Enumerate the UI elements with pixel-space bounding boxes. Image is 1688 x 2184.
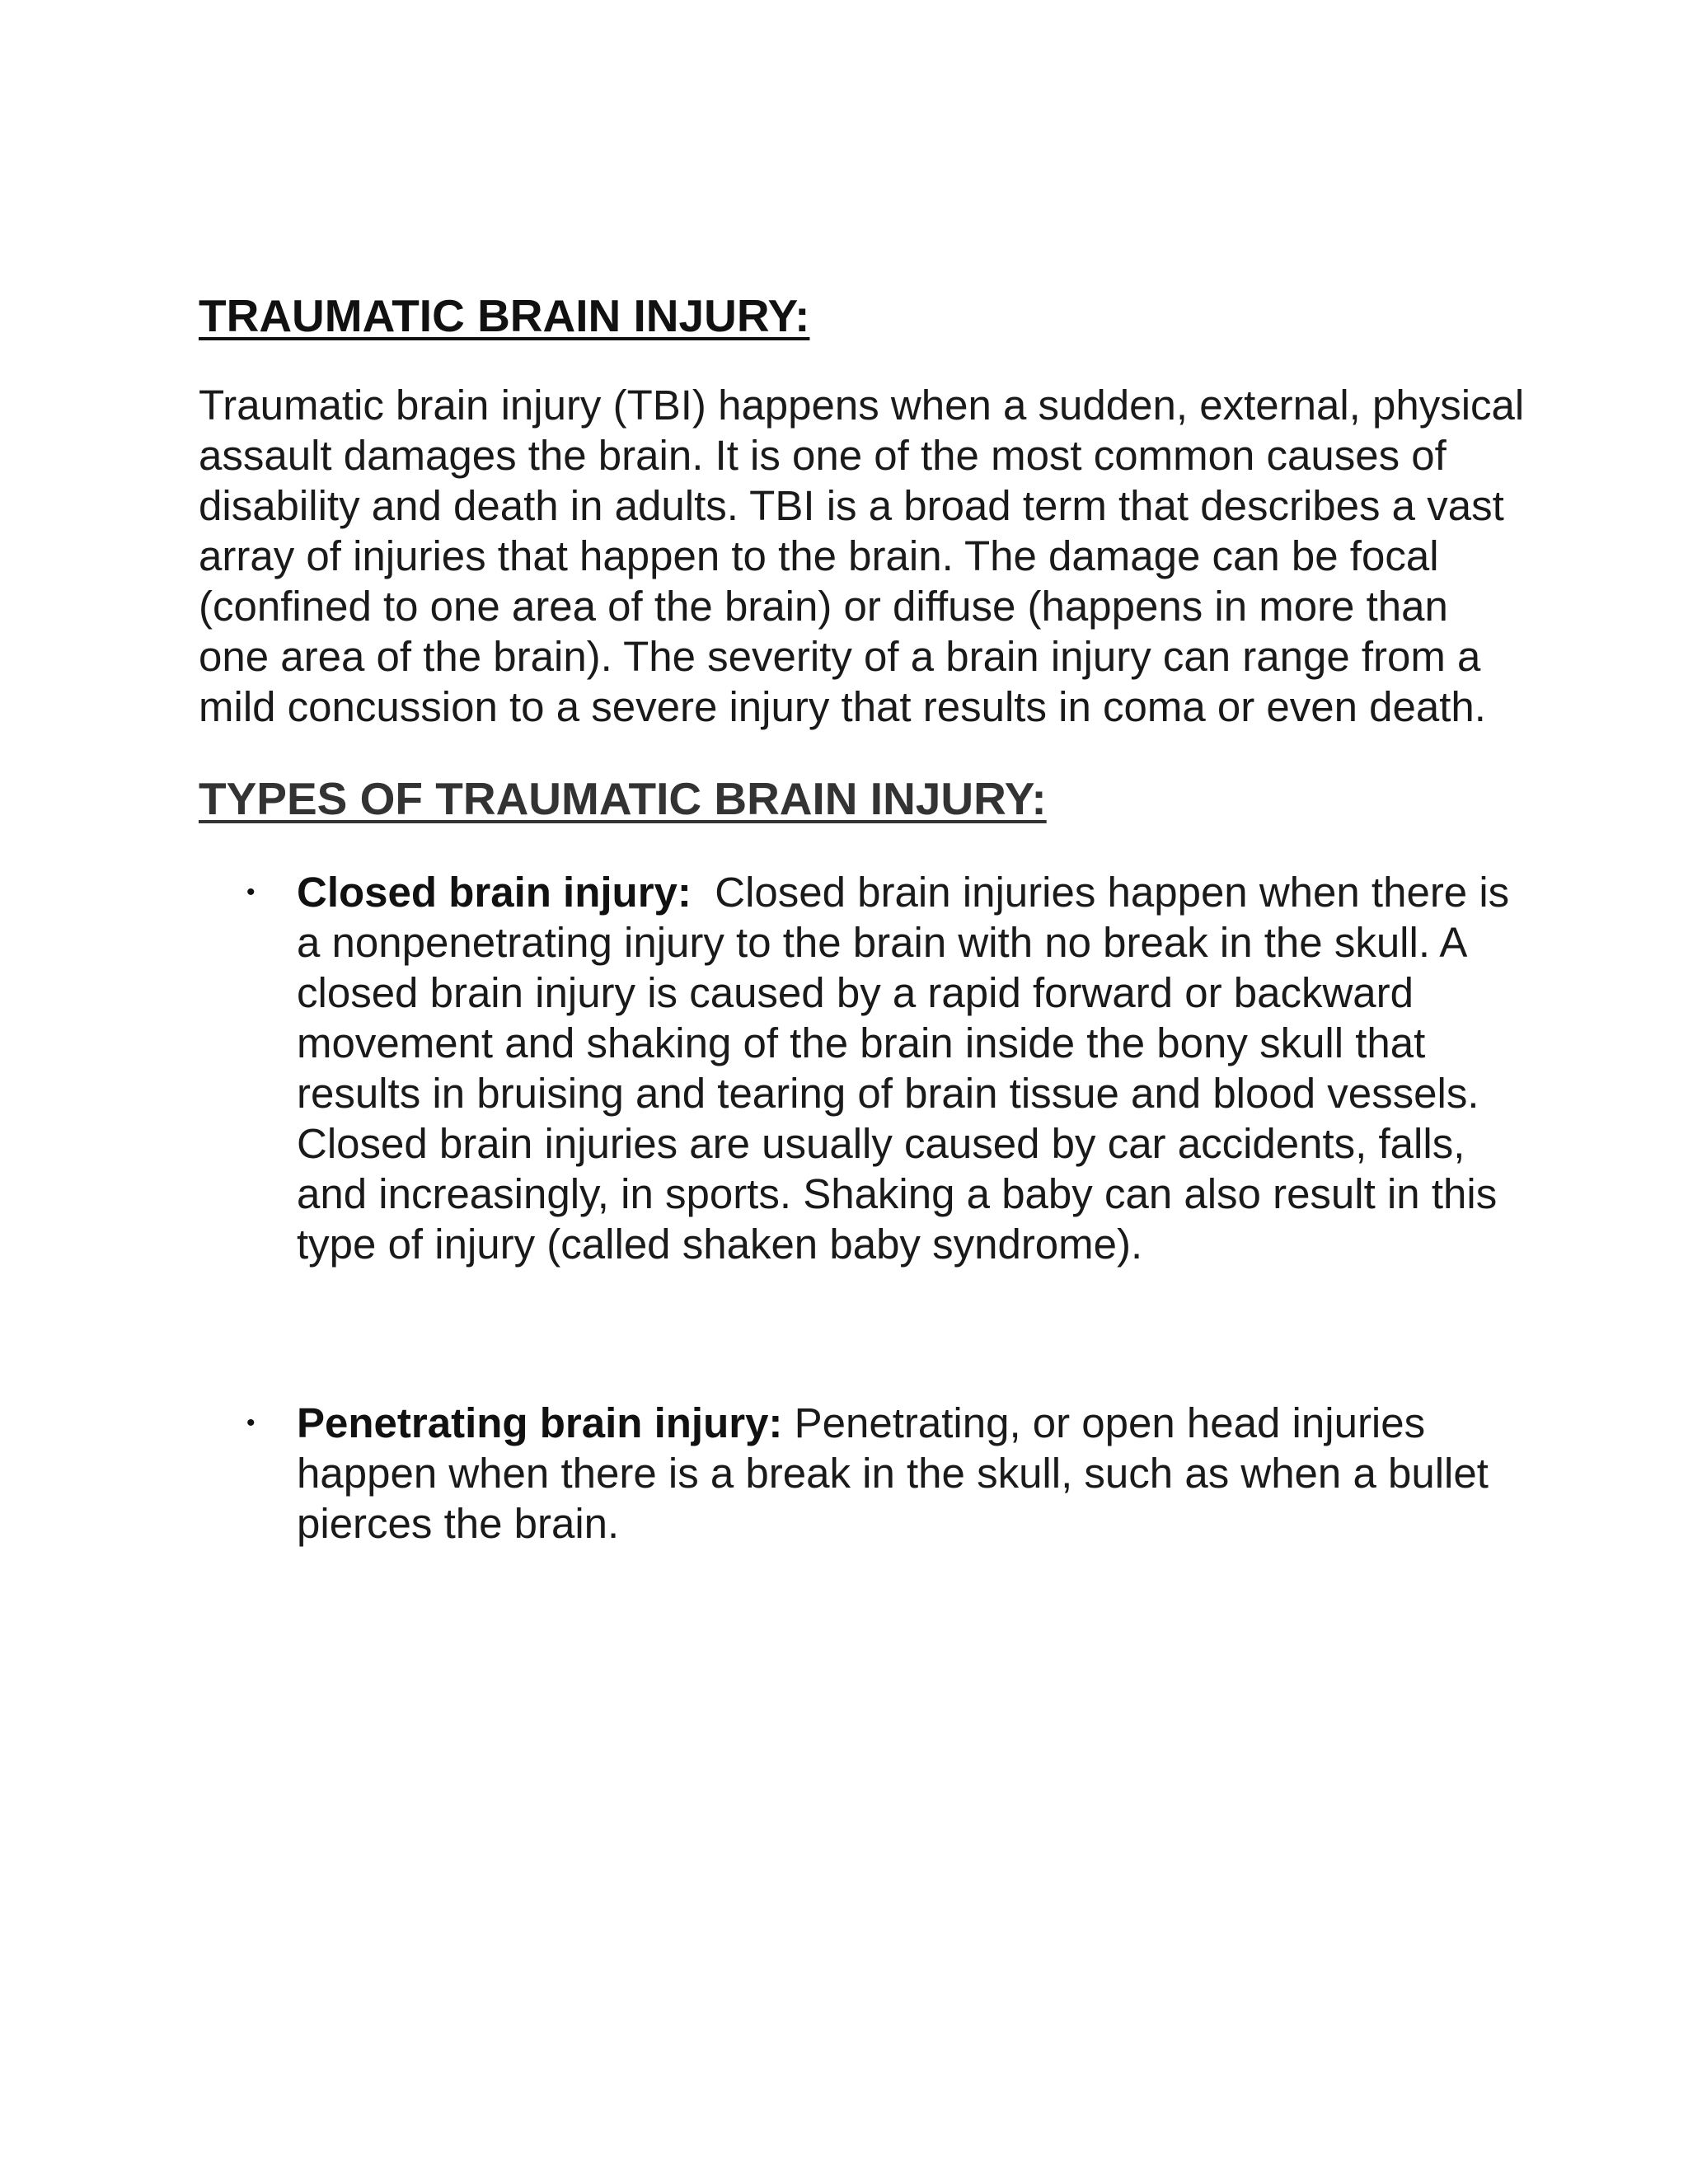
list-item-description: Closed brain injuries happen when there is a nonpenetrating injury to the brain with no break in the skull. A closed brain injury is caused by a rapid forward or backward movement and shaking of the brain inside the bony skull that results in bruising and tearing of brain tissue and blood vessels. Closed brain injuries are usually caused by car accidents, falls, and increasingly, in sports. Shaking a baby can also result in this type of injury (called shaken baby syndrome). bbox=[297, 869, 1510, 1268]
page-title: TRAUMATIC BRAIN INJURY: bbox=[199, 290, 810, 341]
bullet-icon: • bbox=[246, 1409, 256, 1436]
types-list bbox=[199, 867, 1526, 1549]
list-item-penetrating-brain-injury bbox=[199, 1398, 1526, 1549]
list-item-term: Closed brain injury: bbox=[297, 869, 692, 916]
bullet-icon: • bbox=[246, 879, 256, 906]
list-item-description: Penetrating, or open head injuries happen when there is a break in the skull, such as when a bullet pierces the brain. bbox=[297, 1399, 1489, 1547]
intro-paragraph: Traumatic brain injury (TBI) happens when a sudden, external, physical assault damages the brain. It is one of the most common causes of disability and death in adults. TBI is a broad term that describes a vast array of injuries that happen to the brain. The damage can be focal (confined to one area of the brain) or diffuse (happens in more than one area of the brain). The severity of a brain injury can range from a mild concussion to a severe injury that results in coma or even death. bbox=[199, 382, 1525, 730]
types-heading: TYPES OF TRAUMATIC BRAIN INJURY: bbox=[199, 773, 1047, 824]
list-item-term: Penetrating brain injury: bbox=[297, 1399, 783, 1446]
document-content bbox=[199, 288, 1526, 1549]
list-item-closed-brain-injury bbox=[199, 867, 1526, 1269]
